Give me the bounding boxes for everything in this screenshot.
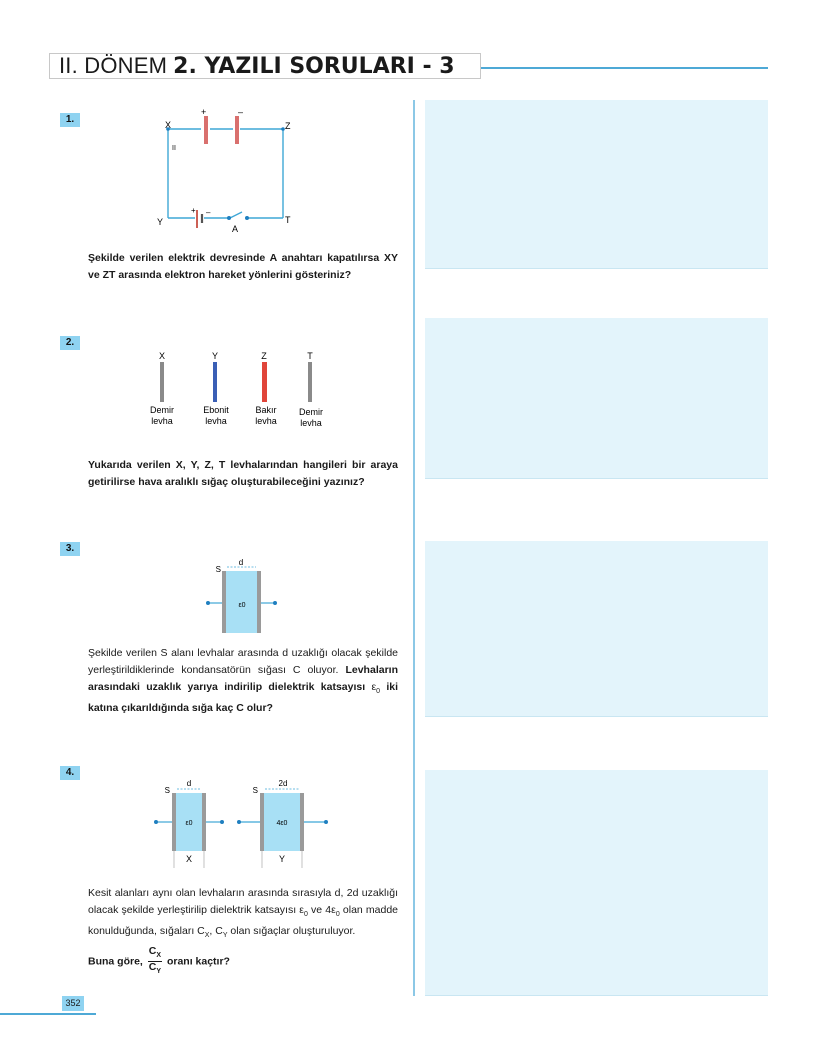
label-a: A xyxy=(232,224,239,234)
q3-text-normal: Şekilde verilen S alanı levhalar arasında d uzaklığı olacak şekilde yerleştirildiklerinde kondansatörün sığası C oluyor. xyxy=(88,647,398,676)
q4-eps2: ε xyxy=(331,904,336,916)
question-text-2: Yukarıda verilen X, Y, Z, T levhalarından hangileri bir araya getirilirse hava aralıklı sığaç oluşturabileceğini yazınız? xyxy=(88,459,398,488)
frac-den-sub: Y xyxy=(156,968,162,976)
question-text-4 xyxy=(88,885,398,977)
frac-num: C xyxy=(148,945,157,958)
q3-eps-sub: 0 xyxy=(376,688,381,696)
label-s-y-q4: S xyxy=(252,786,258,795)
plate-name-x-2: levha xyxy=(151,416,173,426)
label-y: Y xyxy=(157,217,164,227)
plate-y xyxy=(213,362,217,402)
plate-t xyxy=(308,362,312,402)
q4-eps2-sub: 0 xyxy=(335,911,340,919)
plate-z xyxy=(262,362,267,402)
plate-name-y-1: Ebonit xyxy=(203,405,229,415)
plate-name-x-1: Demir xyxy=(150,405,174,415)
label-d-x-q4: d xyxy=(186,779,192,788)
q4-question-pre: Buna göre, xyxy=(88,955,146,968)
q4-eps1-sub: 0 xyxy=(303,911,308,919)
title-light: II. DÖNEM xyxy=(59,53,168,78)
plate-letter-t: T xyxy=(307,351,313,361)
q4-fraction xyxy=(148,946,162,977)
plate-x xyxy=(160,362,164,402)
switch-contact xyxy=(245,216,249,220)
plate-name-y-2: levha xyxy=(205,416,227,426)
switch-lever xyxy=(230,212,242,218)
q4-text-1: Kesit alanları aynı olan levhaların arasında sırasıyla d, 2d uzaklığı olacak şekilde yerleştirilip dielektrik katsayısı xyxy=(88,887,398,916)
label-x: X xyxy=(165,120,172,130)
page-number: 352 xyxy=(62,996,84,1011)
label-eps-x-q4: ε0 xyxy=(185,820,193,827)
q4-text-3: olan madde konulduğunda, sığaları C xyxy=(88,904,399,938)
q4-text-2: ve 4 xyxy=(307,904,332,916)
label-minus-battery: – xyxy=(206,208,211,217)
terminal-right-q3 xyxy=(273,601,277,605)
capacitor-y-q4 xyxy=(237,779,328,868)
plates-figure xyxy=(150,351,323,428)
label-eps-q3: ε0 xyxy=(238,602,246,609)
plate-letter-z: Z xyxy=(261,351,267,361)
label-z: Z xyxy=(285,121,291,131)
label-plus-battery: + xyxy=(191,206,196,215)
q4-eps1: ε xyxy=(299,904,304,916)
label-ii: II xyxy=(172,145,176,152)
label-s-x-q4: S xyxy=(164,786,170,795)
label-plus-top: + xyxy=(201,107,207,117)
plate-name-z-2: levha xyxy=(255,416,277,426)
label-2d-y-q4: 2d xyxy=(278,779,288,788)
capacitor-plate-minus xyxy=(235,116,239,144)
capacitor-plate-plus xyxy=(204,116,208,144)
plate-name-t-2: levha xyxy=(300,418,322,428)
q4-text-5: olan sığaçlar oluşturuluyor. xyxy=(227,925,356,938)
plate-name-t-1: Demir xyxy=(299,407,323,417)
question-text-1: Şekilde verilen elektrik devresinde A anahtarı kapatılırsa XY ve ZT arasında elektron hareket yönlerini gösteriniz? xyxy=(88,252,398,281)
q4-question-post: oranı kaçtır? xyxy=(164,955,230,968)
question-text-3 xyxy=(88,645,398,717)
terminal-left-y-q4 xyxy=(237,820,241,824)
plate-left-y-q4 xyxy=(260,793,264,851)
label-minus-top: – xyxy=(238,107,244,117)
terminal-right-y-q4 xyxy=(324,820,328,824)
plate-letter-y: Y xyxy=(211,351,219,361)
terminal-right-x-q4 xyxy=(220,820,224,824)
plate-name-z-1: Bakır xyxy=(255,405,277,415)
label-s-q3: S xyxy=(215,565,221,574)
capacitor-q3 xyxy=(206,558,277,633)
label-y-q4: Y xyxy=(278,854,286,864)
terminal-left-q3 xyxy=(206,601,210,605)
footer-line xyxy=(0,1013,96,1015)
plate-right-y-q4 xyxy=(300,793,304,851)
label-t: T xyxy=(285,215,291,225)
label-d-q3: d xyxy=(238,558,244,567)
label-eps-y-q4: 4ε0 xyxy=(276,820,288,827)
question-number-1: 1. xyxy=(60,113,80,127)
plate-left-x-q4 xyxy=(172,793,176,851)
frac-den: C xyxy=(148,961,157,974)
q3-eps: ε xyxy=(371,681,377,693)
question-number-3: 3. xyxy=(60,542,80,556)
title-bold: 2. YAZILI SORULARI - 3 xyxy=(173,53,455,79)
terminal-left-x-q4 xyxy=(154,820,158,824)
label-x-q4: X xyxy=(185,854,193,864)
switch-pivot xyxy=(227,216,231,220)
plate-right-x-q4 xyxy=(202,793,206,851)
plate-left-q3 xyxy=(222,571,226,633)
question-number-2: 2. xyxy=(60,336,80,350)
question-number-4: 4. xyxy=(60,766,80,780)
plate-letter-x: X xyxy=(158,351,166,361)
q4-cy-sub: Y xyxy=(222,932,228,940)
q4-cx-sub: X xyxy=(204,932,210,940)
q4-question-line xyxy=(88,946,398,977)
q3-text-bold-1: Levhaların arasındaki uzaklık yarıya indirilip dielektrik katsayısı xyxy=(88,664,398,693)
q4-text-4: , C xyxy=(209,925,223,938)
frac-num-sub: X xyxy=(156,952,162,960)
plate-right-q3 xyxy=(257,571,261,633)
q3-text-bold-2: iki katına çıkarıldığında sığa kaç C olur? xyxy=(88,681,399,715)
capacitor-x-q4 xyxy=(154,779,224,868)
